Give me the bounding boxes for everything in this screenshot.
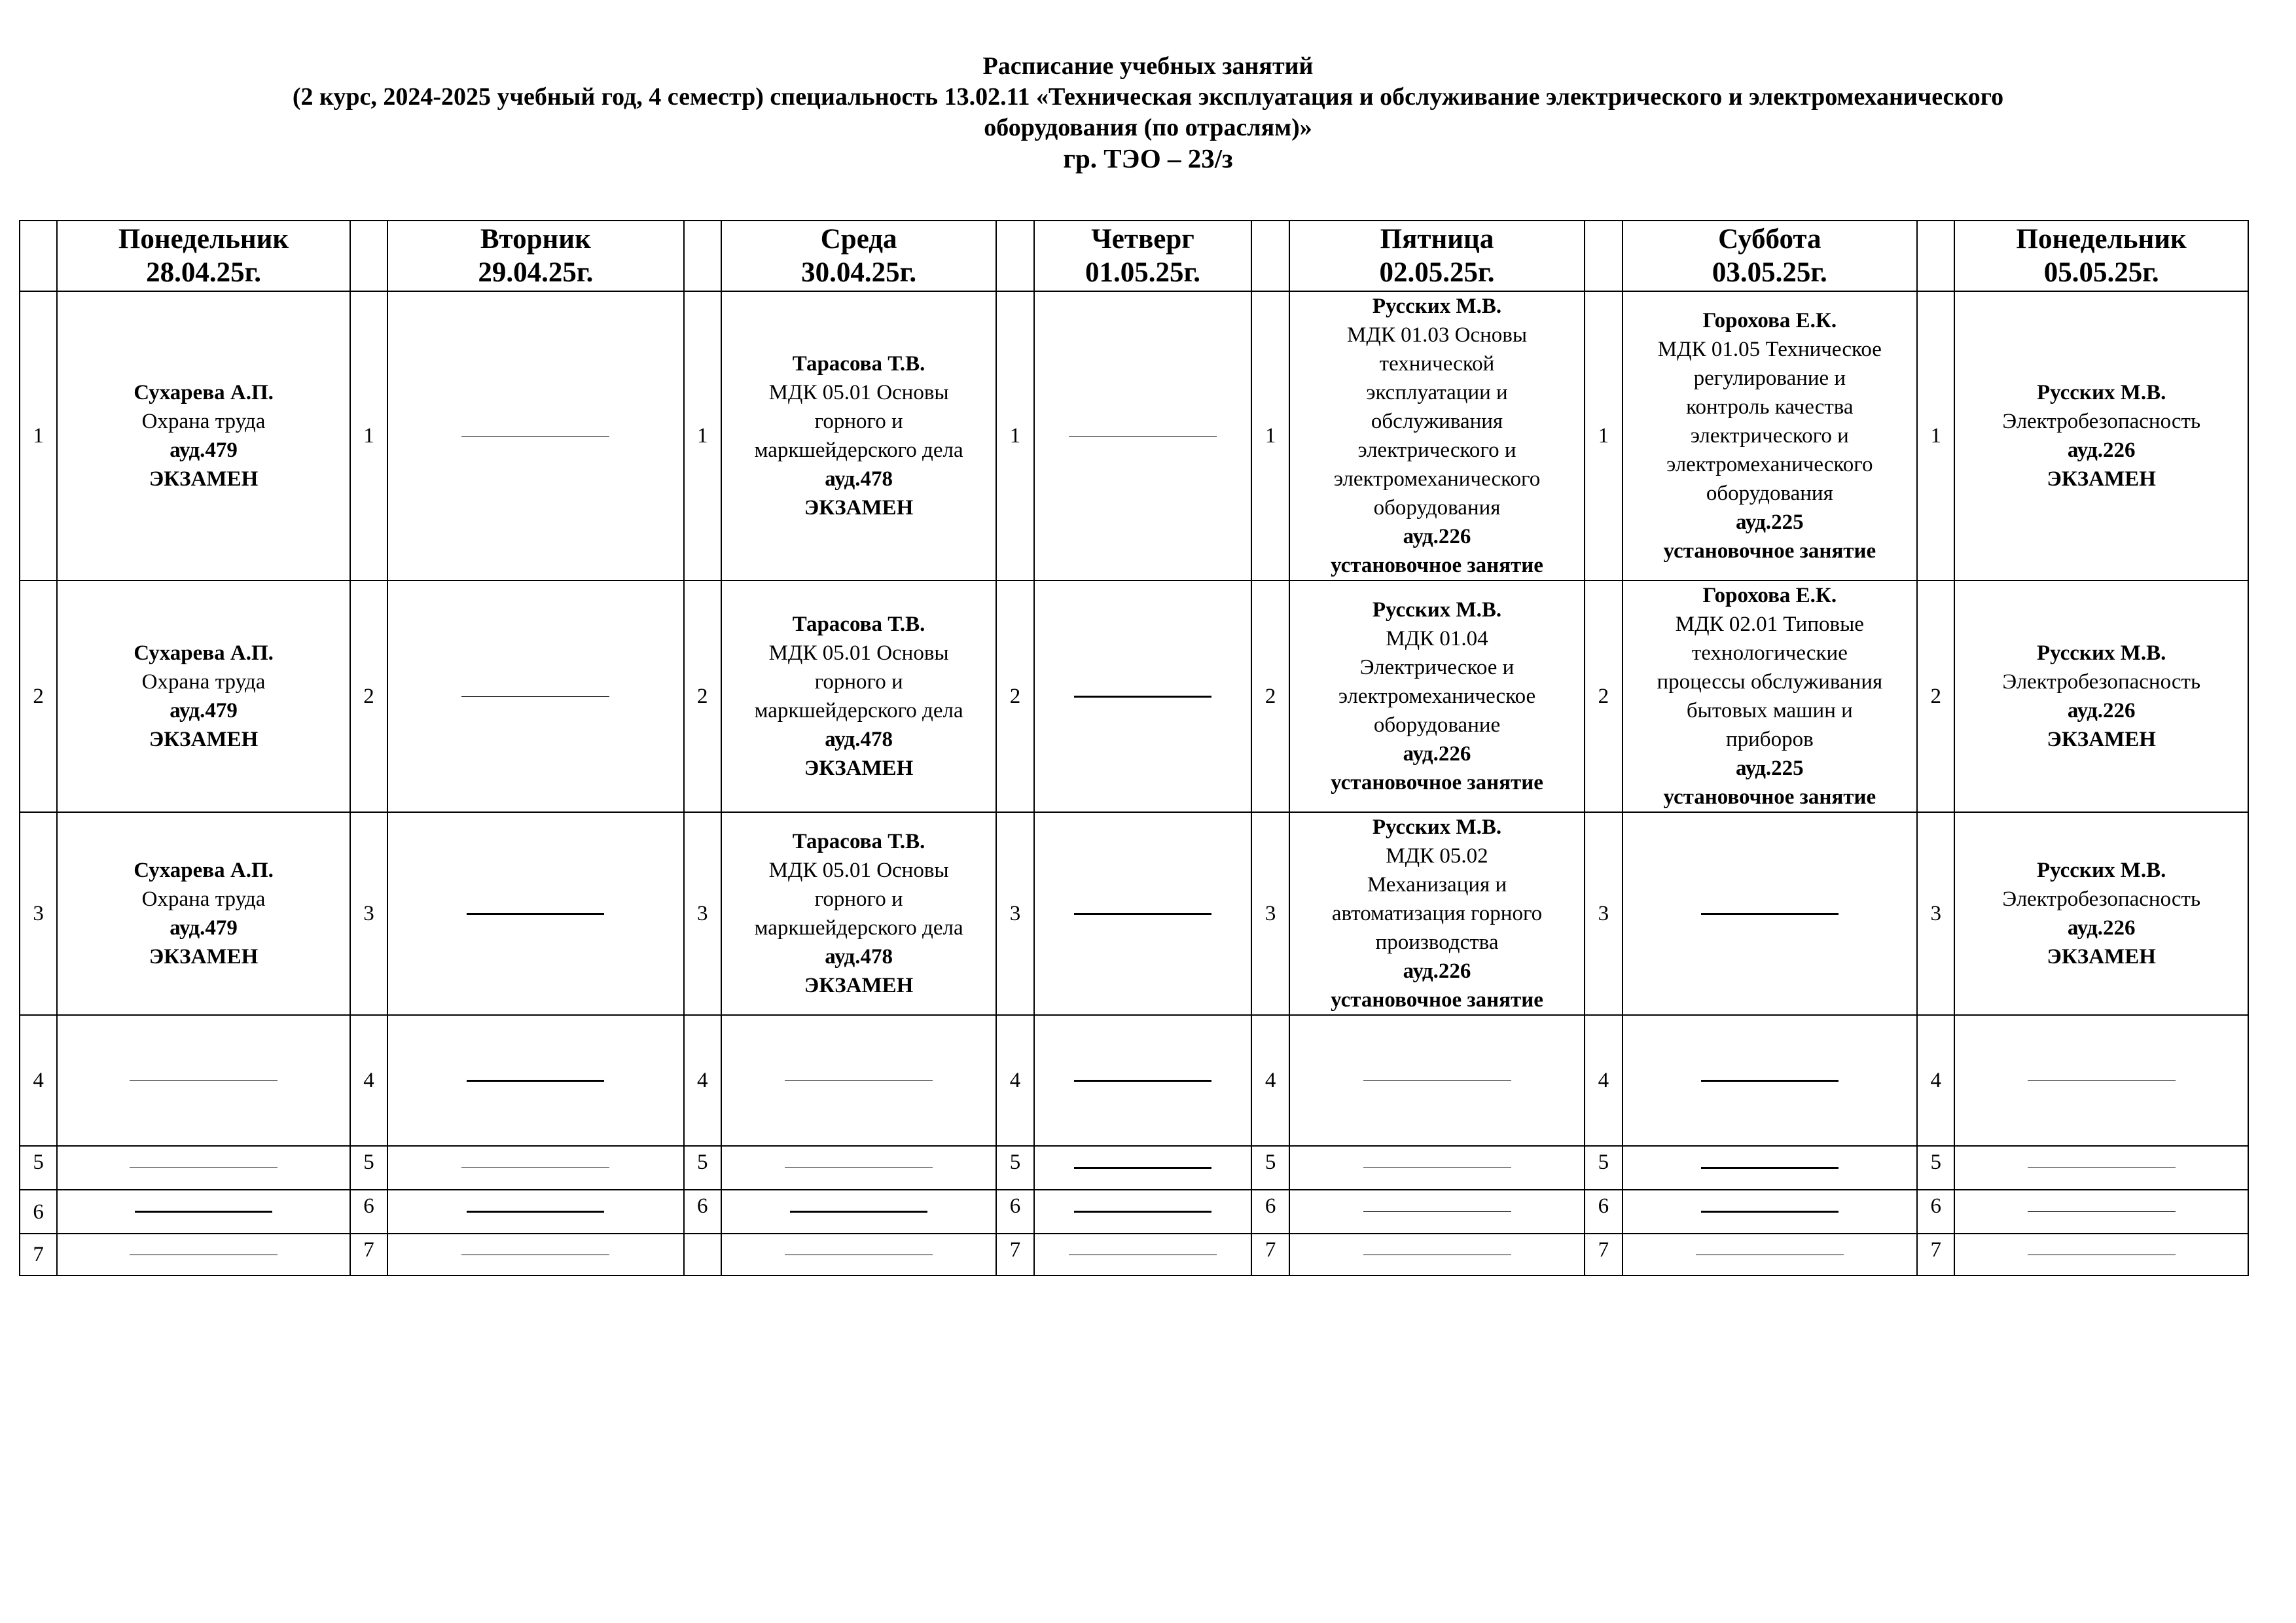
lesson-number: 5 <box>350 1146 387 1190</box>
lesson-number: 5 <box>684 1146 721 1190</box>
day-header-tue: Вторник 29.04.25г. <box>387 221 684 291</box>
lesson-number: 3 <box>1917 812 1954 1015</box>
day-header-mon2: Понедельник 05.05.25г. <box>1954 221 2248 291</box>
header-blank <box>20 221 57 291</box>
lesson-row-7 <box>20 1234 2248 1275</box>
day-header-wed: Среда 30.04.25г. <box>721 221 996 291</box>
lesson-number: 3 <box>350 812 387 1015</box>
lesson-cell: Сухарева А.П. Охрана труда ауд.479 ЭКЗАМЕН <box>57 812 350 1015</box>
lesson-number: 4 <box>684 1015 721 1146</box>
empty-lesson-cell <box>387 1234 684 1275</box>
header-blank <box>996 221 1033 291</box>
lesson-number: 1 <box>1917 291 1954 580</box>
empty-lesson-cell <box>1289 1190 1585 1234</box>
empty-lesson-cell <box>387 812 684 1015</box>
lesson-number: 6 <box>350 1190 387 1234</box>
empty-dash <box>790 1211 927 1213</box>
lesson-number: 2 <box>350 580 387 812</box>
lesson-row-4 <box>20 1015 2248 1146</box>
empty-lesson-cell <box>57 1146 350 1190</box>
lesson-number: 7 <box>1585 1234 1622 1275</box>
lesson-number: 5 <box>1585 1146 1622 1190</box>
empty-lesson-cell <box>387 1015 684 1146</box>
empty-lesson-cell <box>1623 1146 1918 1190</box>
empty-dash <box>1069 436 1217 437</box>
lesson-number: 4 <box>1917 1015 1954 1146</box>
empty-dash <box>1074 1080 1211 1082</box>
header-blank <box>1585 221 1622 291</box>
lesson-number: 2 <box>1917 580 1954 812</box>
empty-lesson-cell <box>721 1146 996 1190</box>
empty-lesson-cell <box>1034 1190 1252 1234</box>
lesson-number: 2 <box>1251 580 1289 812</box>
lesson-row-5 <box>20 1146 2248 1190</box>
lesson-row-2 <box>20 580 2248 812</box>
empty-dash <box>1074 1167 1211 1169</box>
empty-lesson-cell <box>387 1146 684 1190</box>
empty-dash <box>1074 913 1211 915</box>
empty-dash <box>1701 1080 1839 1082</box>
empty-lesson-cell <box>1034 580 1252 812</box>
lesson-number: 5 <box>20 1146 57 1190</box>
lesson-number: 3 <box>1585 812 1622 1015</box>
lesson-cell: Сухарева А.П. Охрана труда ауд.479 ЭКЗАМЕН <box>57 580 350 812</box>
schedule-subtitle-cont: оборудования (по отраслям)» <box>984 114 1312 141</box>
empty-lesson-cell <box>57 1190 350 1234</box>
lesson-cell: Русских М.В. Электробезопасность ауд.226 ЭКЗАМЕН <box>1954 812 2248 1015</box>
empty-lesson-cell <box>1954 1234 2248 1275</box>
group-name: гр. ТЭО – 23/з <box>1063 143 1233 173</box>
schedule-title: Расписание учебных занятий <box>982 52 1314 80</box>
empty-dash <box>467 913 604 915</box>
header-blank <box>1917 221 1954 291</box>
lesson-cell: Тарасова Т.В. МДК 05.01 Основы горного и маркшейдерского дела ауд.478 ЭКЗАМЕН <box>721 291 996 580</box>
lesson-number: 7 <box>1917 1234 1954 1275</box>
lesson-number: 5 <box>1251 1146 1289 1190</box>
empty-lesson-cell <box>387 1190 684 1234</box>
lesson-row-3 <box>20 812 2248 1015</box>
lesson-cell: Тарасова Т.В. МДК 05.01 Основы горного и маркшейдерского дела ауд.478 ЭКЗАМЕН <box>721 580 996 812</box>
lesson-number: 6 <box>20 1190 57 1234</box>
day-header-mon1: Понедельник 28.04.25г. <box>57 221 350 291</box>
lesson-cell: Русских М.В. Электробезопасность ауд.226 ЭКЗАМЕН <box>1954 580 2248 812</box>
empty-dash <box>461 436 609 437</box>
lesson-number: 1 <box>1251 291 1289 580</box>
lesson-number: 7 <box>996 1234 1033 1275</box>
lesson-number: 3 <box>1251 812 1289 1015</box>
lesson-cell: Русских М.В. Электробезопасность ауд.226 ЭКЗАМЕН <box>1954 291 2248 580</box>
lesson-cell: Сухарева А.П. Охрана труда ауд.479 ЭКЗАМЕН <box>57 291 350 580</box>
empty-dash <box>1701 913 1839 915</box>
lesson-number: 1 <box>1585 291 1622 580</box>
lesson-number: 4 <box>20 1015 57 1146</box>
lesson-number: 3 <box>996 812 1033 1015</box>
empty-dash <box>785 1080 933 1081</box>
lesson-number: 1 <box>350 291 387 580</box>
empty-dash <box>461 696 609 697</box>
empty-dash <box>1074 1211 1211 1213</box>
day-header-sat: Суббота 03.05.25г. <box>1623 221 1918 291</box>
lesson-number: 1 <box>684 291 721 580</box>
lesson-number: 3 <box>684 812 721 1015</box>
lesson-number: 5 <box>996 1146 1033 1190</box>
lesson-number: 6 <box>996 1190 1033 1234</box>
schedule-table <box>19 220 2249 1276</box>
empty-dash <box>1701 1167 1839 1169</box>
lesson-number: 6 <box>1585 1190 1622 1234</box>
lesson-cell: Горохова Е.К. МДК 01.05 Техническое регулирование и контроль качества электрического и электромеханического оборудования ауд.225 установочное занятие <box>1623 291 1918 580</box>
lesson-row-6 <box>20 1190 2248 1234</box>
empty-dash <box>2028 1211 2176 1212</box>
empty-dash <box>2028 1080 2176 1081</box>
lesson-number: 2 <box>1585 580 1622 812</box>
empty-lesson-cell <box>1034 1146 1252 1190</box>
empty-lesson-cell <box>1289 1015 1585 1146</box>
lesson-number: 2 <box>996 580 1033 812</box>
empty-dash <box>1074 696 1211 698</box>
lesson-number: 2 <box>20 580 57 812</box>
lesson-number: 3 <box>20 812 57 1015</box>
lesson-number: 6 <box>1251 1190 1289 1234</box>
lesson-number: 7 <box>350 1234 387 1275</box>
lesson-number: 7 <box>20 1234 57 1275</box>
schedule-subtitle: (2 курс, 2024-2025 учебный год, 4 семестр) специальность 13.02.11 «Техническая эксплуатация и обслуживание электрического и электромеханического <box>292 83 2004 111</box>
lesson-number: 1 <box>20 291 57 580</box>
lesson-number: 4 <box>1585 1015 1622 1146</box>
empty-lesson-cell <box>1623 1190 1918 1234</box>
days-header-row <box>20 221 2248 291</box>
lesson-number: 4 <box>996 1015 1033 1146</box>
lesson-number: 4 <box>1251 1015 1289 1146</box>
day-header-fri: Пятница 02.05.25г. <box>1289 221 1585 291</box>
empty-dash <box>1363 1080 1511 1081</box>
empty-dash <box>1701 1211 1839 1213</box>
empty-lesson-cell <box>57 1015 350 1146</box>
lesson-cell: Русских М.В. МДК 01.04 Электрическое и электромеханическое оборудование ауд.226 установочное занятие <box>1289 580 1585 812</box>
header-blank <box>350 221 387 291</box>
lesson-number: 5 <box>1917 1146 1954 1190</box>
empty-lesson-cell <box>1623 1234 1918 1275</box>
empty-lesson-cell <box>387 580 684 812</box>
lesson-cell: Горохова Е.К. МДК 02.01 Типовые технологические процессы обслуживания бытовых машин и приборов ауд.225 установочное занятие <box>1623 580 1918 812</box>
empty-dash <box>467 1080 604 1082</box>
empty-lesson-cell <box>1034 1234 1252 1275</box>
lesson-number: 7 <box>1251 1234 1289 1275</box>
empty-lesson-cell <box>721 1190 996 1234</box>
empty-lesson-cell <box>721 1234 996 1275</box>
lesson-cell: Русских М.В. МДК 05.02 Механизация и автоматизация горного производства ауд.226 установочное занятие <box>1289 812 1585 1015</box>
empty-dash <box>467 1211 604 1213</box>
empty-lesson-cell <box>1034 1015 1252 1146</box>
lesson-number: 6 <box>684 1190 721 1234</box>
empty-dash <box>135 1211 272 1213</box>
empty-lesson-cell <box>721 1015 996 1146</box>
lesson-cell: Тарасова Т.В. МДК 05.01 Основы горного и маркшейдерского дела ауд.478 ЭКЗАМЕН <box>721 812 996 1015</box>
empty-lesson-cell <box>57 1234 350 1275</box>
empty-lesson-cell <box>1954 1015 2248 1146</box>
empty-lesson-cell <box>1289 1234 1585 1275</box>
lesson-number: 2 <box>684 580 721 812</box>
empty-dash <box>1363 1211 1511 1212</box>
header-blank <box>684 221 721 291</box>
lesson-number: 4 <box>350 1015 387 1146</box>
day-header-thu: Четверг 01.05.25г. <box>1034 221 1252 291</box>
empty-lesson-cell <box>1954 1190 2248 1234</box>
header-blank <box>1251 221 1289 291</box>
lesson-number: 1 <box>996 291 1033 580</box>
lesson-number-blank <box>684 1234 721 1275</box>
schedule-header <box>0 51 2296 174</box>
empty-lesson-cell <box>1289 1146 1585 1190</box>
empty-lesson-cell <box>1954 1146 2248 1190</box>
empty-lesson-cell <box>1623 1015 1918 1146</box>
empty-lesson-cell <box>387 291 684 580</box>
lesson-row-1 <box>20 291 2248 580</box>
lesson-cell: Русских М.В. МДК 01.03 Основы технической эксплуатации и обслуживания электрического и электромеханического оборудования ауд.226 установочное занятие <box>1289 291 1585 580</box>
empty-lesson-cell <box>1034 812 1252 1015</box>
empty-lesson-cell <box>1034 291 1252 580</box>
empty-dash <box>130 1080 278 1081</box>
lesson-number: 6 <box>1917 1190 1954 1234</box>
empty-lesson-cell <box>1623 812 1918 1015</box>
